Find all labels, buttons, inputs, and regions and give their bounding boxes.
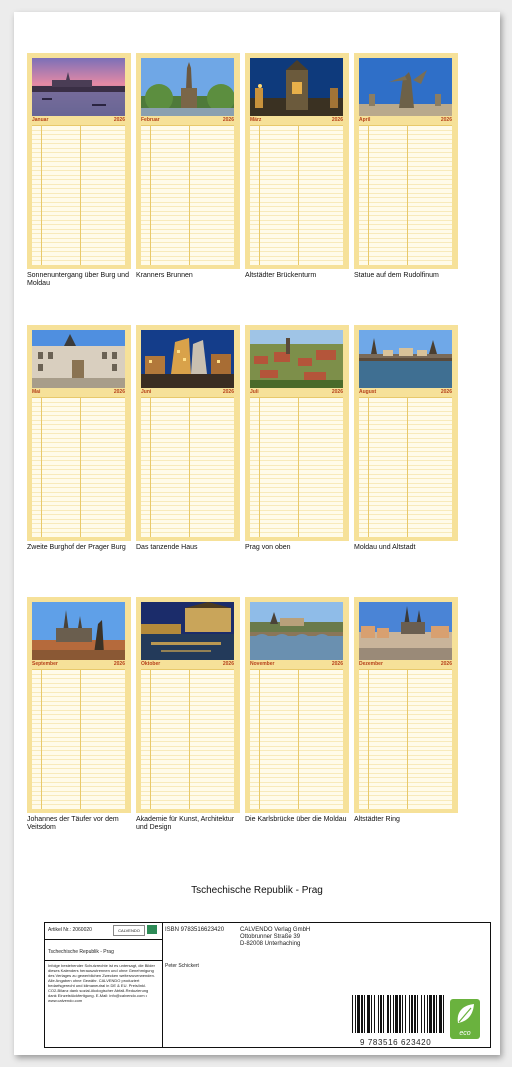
publisher-city: D-82008 Unterhaching <box>240 941 301 947</box>
photo-caption: Altstädter Ring <box>354 816 400 823</box>
day-grid <box>359 397 452 537</box>
month-header <box>359 661 452 668</box>
month-name: Februar <box>141 117 160 123</box>
month-name: August <box>359 389 377 395</box>
author: Peter Schickert <box>165 963 199 969</box>
legal-notice: Infolge bestehender Schutzrechte ist es untersagt, die Bilder dieses Kalenders herauszutrennen und ohne Genehmigung des Verlages zu gewerblichen Zwecken weiterzuverwenden. Alle Angaben ohne Gewähr. CALVENDO produziert bedarfsgerecht und klimaneutral in DE & EU. Preis/inkl. CO2-Bilanz dank sozial-ökologischer Abfall-Reduzierung dank Einzelstückfertigung. E-Mail: info@calvendo.com • www.calvendo.com <box>48 963 155 1003</box>
month-year: 2026 <box>113 117 125 123</box>
month-year: 2026 <box>222 661 234 667</box>
day-grid <box>141 397 234 537</box>
month-panel <box>27 325 131 541</box>
month-name: November <box>250 661 275 667</box>
month-photo <box>141 58 234 116</box>
month-year: 2026 <box>113 661 125 667</box>
month-photo <box>359 602 452 660</box>
month-photo <box>32 602 125 660</box>
month-header <box>359 389 452 396</box>
month-panel <box>245 53 349 269</box>
month-header <box>141 661 234 668</box>
photo-caption: Johannes der Täufer vor dem Veitsdom <box>27 816 119 831</box>
day-grid <box>250 669 343 809</box>
isbn: ISBN 9783516623420 <box>165 927 225 933</box>
month-year: 2026 <box>331 389 343 395</box>
photo-caption: Sonnenuntergang über Burg und Moldau <box>27 272 129 287</box>
photo-caption: Zweite Burghof der Prager Burg <box>27 544 126 551</box>
month-year: 2026 <box>222 117 234 123</box>
photo-caption: Moldau und Altstadt <box>354 544 416 551</box>
month-panel <box>245 597 349 813</box>
month-photo <box>250 602 343 660</box>
calendar-sheet <box>14 12 500 1055</box>
month-photo <box>359 330 452 388</box>
month-photo <box>32 58 125 116</box>
month-panel <box>136 325 240 541</box>
month-panel <box>136 53 240 269</box>
month-name: April <box>359 117 371 123</box>
month-header <box>359 117 452 124</box>
photo-caption: Statue auf dem Rudolfinum <box>354 272 439 279</box>
month-panel <box>354 597 458 813</box>
month-header <box>250 117 343 124</box>
day-grid <box>32 125 125 265</box>
day-grid <box>32 669 125 809</box>
article-number: Artikel Nr.: 2060020 <box>48 927 92 933</box>
month-year: 2026 <box>331 117 343 123</box>
month-year: 2026 <box>331 661 343 667</box>
month-year: 2026 <box>440 389 452 395</box>
month-name: Dezember <box>359 661 383 667</box>
month-year: 2026 <box>113 389 125 395</box>
month-year: 2026 <box>222 389 234 395</box>
photo-caption: Prag von oben <box>245 544 291 551</box>
month-panel <box>354 325 458 541</box>
month-panel <box>245 325 349 541</box>
month-photo <box>250 330 343 388</box>
month-panel <box>27 597 131 813</box>
month-name: Juni <box>141 389 152 395</box>
month-photo <box>250 58 343 116</box>
publisher-street: Ottobrunner Straße 39 <box>240 934 301 940</box>
month-name: März <box>250 117 262 123</box>
isbn-barcode <box>350 995 448 1047</box>
calendar-title: Tschechische Republik - Prag <box>191 885 323 896</box>
month-year: 2026 <box>440 661 452 667</box>
month-name: September <box>32 661 58 667</box>
month-header <box>141 117 234 124</box>
leaf-icon <box>450 999 480 1029</box>
month-name: Juli <box>250 389 259 395</box>
day-grid <box>141 125 234 265</box>
calvendo-mark-icon <box>147 925 157 934</box>
month-name: Mai <box>32 389 41 395</box>
month-photo <box>141 330 234 388</box>
eco-badge <box>450 999 480 1039</box>
month-header <box>32 117 125 124</box>
month-header <box>250 389 343 396</box>
day-grid <box>250 125 343 265</box>
photo-caption: Das tanzende Haus <box>136 544 198 551</box>
month-panel <box>27 53 131 269</box>
eco-label: eco <box>459 1030 471 1037</box>
publisher-name: CALVENDO Verlag GmbH <box>240 927 311 933</box>
month-photo <box>141 602 234 660</box>
month-header <box>141 389 234 396</box>
month-header <box>250 661 343 668</box>
month-photo <box>359 58 452 116</box>
month-photo <box>32 330 125 388</box>
photo-caption: Kranners Brunnen <box>136 272 193 279</box>
month-name: Januar <box>32 117 49 123</box>
photo-caption: Altstädter Brückenturm <box>245 272 317 279</box>
day-grid <box>32 397 125 537</box>
photo-caption: Die Karlsbrücke über die Moldau <box>245 816 347 823</box>
month-panel <box>354 53 458 269</box>
month-panel <box>136 597 240 813</box>
photo-caption: Akademie für Kunst, Architektur und Design <box>136 816 235 831</box>
day-grid <box>250 397 343 537</box>
info-footer <box>44 922 491 1048</box>
month-header <box>32 389 125 396</box>
month-year: 2026 <box>440 117 452 123</box>
day-grid <box>359 125 452 265</box>
month-header <box>32 661 125 668</box>
barcode-number: 9 783516 623420 <box>360 1038 432 1047</box>
product-title: Tschechische Republik - Prag <box>48 949 114 955</box>
day-grid <box>141 669 234 809</box>
day-grid <box>359 669 452 809</box>
calvendo-logo: CALVENDO <box>113 925 145 936</box>
month-name: Oktober <box>141 661 161 667</box>
